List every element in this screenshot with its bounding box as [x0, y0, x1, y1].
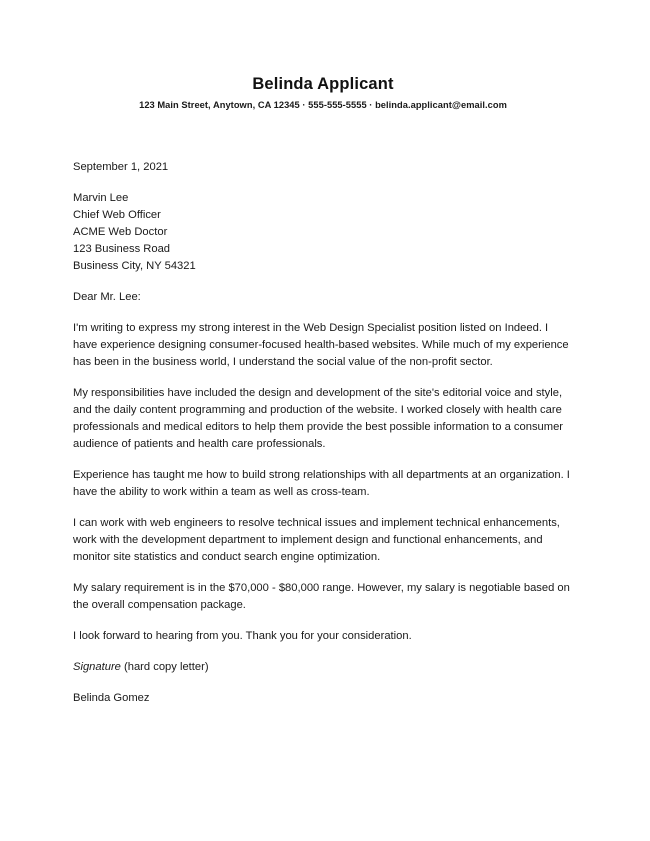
signer-name: Belinda Gomez	[73, 692, 150, 704]
body-paragraph: I'm writing to express my strong interest in the Web Design Specialist position listed on Indeed. I have experience designing consumer-focused health-based websites. While much of my experience has been in the business world, I understand the social value of the non-profit sector.	[73, 322, 569, 368]
body-paragraph: I can work with web engineers to resolve technical issues and implement technical enhancements, work with the development department to implement design and functional enhancements, and monitor site statistics and conduct search engine optimization.	[73, 517, 560, 563]
letterhead	[73, 74, 573, 112]
body-paragraph: Experience has taught me how to build strong relationships with all departments at an organization. I have the ability to work within a team as well as cross-team.	[73, 469, 570, 498]
letter-date: September 1, 2021	[73, 161, 169, 173]
address-line: Chief Web Officer	[73, 209, 161, 221]
signature-note-rest: (hard copy letter)	[120, 661, 209, 673]
cover-letter-body	[73, 74, 573, 707]
address-line: ACME Web Doctor	[73, 226, 168, 238]
body-paragraph: I look forward to hearing from you. Thank you for your consideration.	[73, 630, 412, 642]
body-paragraph: My salary requirement is in the $70,000 - $80,000 range. However, my salary is negotiable based on the overall compensation package.	[73, 582, 570, 611]
signature-note	[73, 645, 573, 676]
signature-emphasis: Signature	[73, 661, 121, 673]
body-paragraph: My responsibilities have included the design and development of the site's editorial voice and style, and the daily content programming and production of the website. I worked closely with health care professionals and medical editors to help them provide the best possible information to a consumer audience of patients and health care professionals.	[73, 387, 564, 450]
letterhead-name: Belinda Applicant	[252, 75, 394, 93]
recipient-address-block	[73, 176, 573, 275]
address-line: Marvin Lee	[73, 192, 129, 204]
salutation: Dear Mr. Lee:	[73, 291, 141, 303]
address-line: 123 Business Road	[73, 243, 171, 255]
address-line: Business City, NY 54321	[73, 260, 196, 272]
letterhead-contact-line: 123 Main Street, Anytown, CA 12345 · 555-555-5555 · belinda.applicant@email.com	[139, 100, 507, 110]
